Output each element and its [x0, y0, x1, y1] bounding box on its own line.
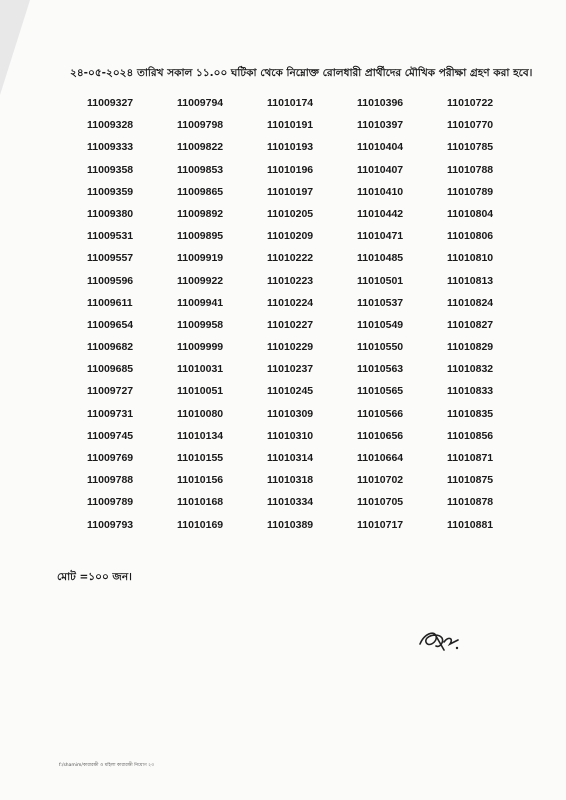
roll-number-cell: 11010722: [447, 97, 494, 109]
roll-number-cell: 11009358: [87, 163, 134, 176]
roll-number-cell: 11009892: [177, 207, 224, 220]
roll-number-cell: 11009999: [177, 341, 224, 354]
roll-number-cell: 11010442: [357, 207, 404, 220]
roll-number-cell: 11009794: [177, 97, 224, 109]
roll-number-cell: 11010193: [267, 141, 314, 154]
roll-number-cell: 11009654: [87, 318, 134, 331]
roll-number-cell: 11010833: [447, 385, 494, 398]
roll-number-cell: 11009895: [177, 230, 224, 243]
roll-number-cell: 11009611: [87, 296, 133, 309]
roll-number-cell: 11010471: [357, 230, 404, 243]
signature: [414, 622, 464, 658]
roll-number-cell: 11010227: [267, 318, 314, 331]
roll-number-cell: 11009769: [87, 452, 134, 464]
roll-number-cell: 11009853: [177, 163, 224, 176]
roll-number-cell: 11010209: [267, 230, 314, 243]
roll-number-cell: 11010309: [267, 407, 314, 420]
roll-number-cell: 11009731: [87, 407, 134, 420]
roll-number-cell: 11010705: [357, 496, 404, 509]
roll-number-cell: 11010563: [357, 363, 404, 376]
roll-number-cell: 11009958: [177, 318, 224, 331]
roll-number-cell: 11010824: [447, 296, 494, 309]
roll-number-cell: 11010223: [267, 274, 314, 287]
folded-corner: [0, 0, 30, 95]
roll-number-cell: 11010174: [267, 97, 314, 109]
roll-number-cell: 11010410: [357, 185, 404, 198]
roll-number-cell: 11010788: [447, 163, 494, 176]
roll-number-cell: 11010875: [447, 474, 494, 487]
roll-number-cell: 11010310: [267, 429, 314, 442]
total-count: মোট =১০০ জন।: [57, 571, 132, 583]
roll-number-cell: 11010550: [357, 341, 404, 354]
roll-number-cell: 11010813: [447, 274, 494, 287]
roll-number-cell: 11010656: [357, 429, 404, 442]
roll-number-cell: 11009328: [87, 119, 134, 132]
roll-number-cell: 11009822: [177, 141, 224, 154]
roll-number-cell: 11009596: [87, 274, 134, 287]
roll-number-cell: 11009685: [87, 363, 134, 376]
roll-number-cell: 11009727: [87, 385, 134, 398]
roll-number-cell: 11010156: [177, 474, 224, 487]
roll-number-cell: 11010856: [447, 429, 494, 442]
roll-number-cell: 11010566: [357, 407, 404, 420]
roll-number-cell: 11009359: [87, 185, 134, 198]
roll-number-cell: 11010881: [447, 518, 494, 531]
roll-number-cell: 11009557: [87, 252, 134, 265]
roll-number-cell: 11010224: [267, 296, 314, 309]
roll-number-cell: 11010196: [267, 163, 314, 176]
roll-number-cell: 11010389: [267, 518, 314, 531]
roll-number-cell: 11010237: [267, 363, 314, 376]
roll-number-cell: 11009798: [177, 119, 224, 132]
roll-number-cell: 11009941: [177, 296, 224, 309]
roll-number-cell: 11010397: [357, 119, 404, 132]
roll-number-cell: 11010871: [447, 452, 494, 464]
roll-number-cell: 11010031: [177, 363, 224, 376]
roll-number-cell: 11010806: [447, 230, 494, 243]
roll-number-cell: 11010804: [447, 207, 494, 220]
roll-number-cell: 11010702: [357, 474, 404, 487]
roll-number-cell: 11010318: [267, 474, 314, 487]
roll-number-cell: 11010827: [447, 318, 494, 331]
roll-number-cell: 11010789: [447, 185, 494, 198]
roll-number-cell: 11010222: [267, 252, 314, 265]
roll-number-cell: 11009793: [87, 518, 134, 531]
roll-number-cell: 11010205: [267, 207, 314, 220]
roll-number-cell: 11009919: [177, 252, 224, 265]
roll-number-cell: 11010565: [357, 385, 404, 398]
roll-number-cell: 11010051: [177, 385, 224, 398]
roll-number-cell: 11010537: [357, 296, 404, 309]
roll-number-cell: 11010191: [267, 119, 314, 132]
file-path-footer: f:/shamim/কারারক্ষী ও মহিলা কারারক্ষী নিয়োগ ২৩: [59, 763, 155, 768]
roll-number-cell: 11010717: [357, 518, 404, 531]
roll-number-cell: 11010155: [177, 452, 224, 464]
roll-number-cell: 11010334: [267, 496, 314, 509]
roll-number-cell: 11010080: [177, 407, 224, 420]
roll-number-cell: 11010407: [357, 163, 404, 176]
roll-number-cell: 11010134: [177, 429, 224, 442]
roll-number-cell: 11010485: [357, 252, 404, 265]
roll-number-cell: 11010785: [447, 141, 494, 154]
roll-number-cell: 11010549: [357, 318, 404, 331]
roll-number-cell: 11009531: [87, 230, 134, 243]
roll-number-cell: 11010396: [357, 97, 404, 109]
roll-number-cell: 11010832: [447, 363, 494, 376]
roll-number-cell: 11010810: [447, 252, 494, 265]
roll-number-cell: 11010245: [267, 385, 314, 398]
roll-number-cell: 11010770: [447, 119, 494, 132]
roll-number-cell: 11010168: [177, 496, 224, 509]
roll-number-cell: 11010878: [447, 496, 494, 509]
roll-number-cell: 11010835: [447, 407, 494, 420]
roll-number-cell: 11010829: [447, 341, 494, 354]
roll-number-cell: 11010501: [357, 274, 404, 287]
roll-number-cell: 11009682: [87, 341, 134, 354]
roll-number-cell: 11009789: [87, 496, 134, 509]
roll-number-cell: 11009865: [177, 185, 224, 198]
roll-number-cell: 11010169: [177, 518, 224, 531]
roll-number-cell: 11009333: [87, 141, 134, 154]
roll-number-cell: 11010314: [267, 452, 314, 464]
roll-number-cell: 11010197: [267, 185, 314, 198]
roll-number-cell: 11009745: [87, 429, 134, 442]
roll-number-cell: 11010229: [267, 341, 314, 354]
roll-number-cell: 11009788: [87, 474, 134, 487]
roll-number-cell: 11010664: [357, 452, 404, 464]
roll-number-cell: 11009922: [177, 274, 224, 287]
roll-number-cell: 11010404: [357, 141, 404, 154]
roll-number-table: [87, 95, 537, 539]
roll-number-cell: 11009380: [87, 207, 134, 220]
roll-number-cell: 11009327: [87, 97, 134, 109]
notice-heading: ২৪-০৫-২০২৪ তারিখ সকাল ১১.০০ ঘটিকা থেকে নিম্নোক্ত রোলধারী প্রার্থীদের মৌখিক পরীক্ষা গ্রহণ করা হবে।: [70, 67, 533, 79]
